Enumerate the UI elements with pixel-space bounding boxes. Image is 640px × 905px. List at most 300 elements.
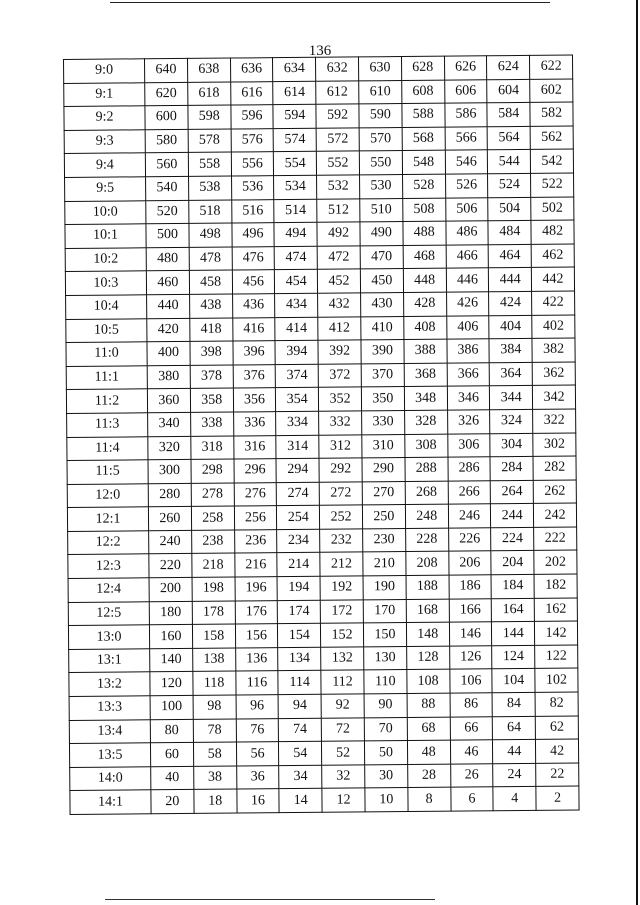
value-cell: 434 — [275, 293, 318, 317]
value-cell: 410 — [361, 316, 404, 340]
value-cell: 610 — [359, 80, 402, 104]
value-cell: 100 — [150, 695, 193, 719]
value-cell: 470 — [360, 245, 403, 269]
value-cell: 378 — [190, 365, 233, 389]
row-label-cell: 10:4 — [66, 295, 147, 319]
value-cell: 556 — [231, 152, 274, 176]
table-row — [70, 786, 579, 814]
value-cell: 214 — [277, 553, 320, 577]
value-cell: 342 — [533, 385, 576, 409]
row-label-cell: 9:1 — [64, 82, 145, 106]
value-cell: 74 — [279, 718, 322, 742]
value-cell: 332 — [319, 411, 362, 435]
value-cell: 426 — [446, 292, 489, 316]
value-cell: 282 — [533, 456, 576, 480]
value-cell: 504 — [488, 197, 531, 221]
value-cell: 164 — [492, 598, 535, 622]
value-cell: 586 — [444, 103, 487, 127]
value-cell: 206 — [448, 551, 491, 575]
value-cell: 228 — [405, 528, 448, 552]
value-cell: 508 — [403, 198, 446, 222]
value-cell: 6 — [450, 787, 493, 811]
value-cell: 384 — [489, 339, 532, 363]
row-label-cell: 9:4 — [64, 153, 145, 177]
value-cell: 430 — [361, 292, 404, 316]
value-cell: 400 — [147, 342, 190, 366]
value-cell: 258 — [191, 506, 234, 530]
value-cell: 370 — [361, 363, 404, 387]
row-label-cell: 12:5 — [68, 601, 149, 625]
value-cell: 8 — [408, 788, 451, 812]
value-cell: 266 — [448, 480, 491, 504]
value-cell: 86 — [450, 693, 493, 717]
value-cell: 494 — [274, 222, 317, 246]
value-cell: 406 — [446, 315, 489, 339]
value-cell: 90 — [364, 694, 407, 718]
value-cell: 98 — [193, 695, 236, 719]
value-cell: 80 — [150, 719, 193, 743]
value-cell: 106 — [449, 669, 492, 693]
value-cell: 24 — [493, 763, 536, 787]
value-cell: 184 — [491, 574, 534, 598]
value-cell: 376 — [233, 364, 276, 388]
value-cell: 244 — [491, 504, 534, 528]
value-cell: 238 — [191, 530, 234, 554]
value-cell: 626 — [444, 56, 487, 80]
value-cell: 248 — [405, 504, 448, 528]
value-cell: 614 — [273, 81, 316, 105]
value-cell: 256 — [234, 506, 277, 530]
value-cell: 568 — [402, 127, 445, 151]
value-cell: 488 — [403, 221, 446, 245]
value-cell: 636 — [230, 58, 273, 82]
value-cell: 328 — [404, 410, 447, 434]
row-label-cell: 11:5 — [67, 460, 148, 484]
row-label-cell: 11:3 — [67, 413, 148, 437]
value-cell: 110 — [364, 670, 407, 694]
value-cell: 82 — [535, 692, 578, 716]
row-label-cell: 10:2 — [65, 248, 146, 272]
row-label-cell: 14:1 — [70, 790, 151, 814]
value-cell: 134 — [278, 647, 321, 671]
value-cell: 146 — [449, 622, 492, 646]
value-cell: 304 — [490, 433, 533, 457]
value-cell: 194 — [277, 576, 320, 600]
value-cell: 222 — [534, 527, 577, 551]
row-label-cell: 12:3 — [68, 554, 149, 578]
value-cell: 182 — [534, 574, 577, 598]
value-cell: 398 — [190, 341, 233, 365]
value-cell: 560 — [145, 153, 188, 177]
value-cell: 584 — [487, 103, 530, 127]
row-label-cell: 13:5 — [69, 743, 150, 767]
value-cell: 552 — [317, 151, 360, 175]
value-cell: 34 — [279, 765, 322, 789]
value-cell: 352 — [319, 387, 362, 411]
value-cell: 104 — [492, 669, 535, 693]
value-cell: 514 — [274, 199, 317, 223]
value-cell: 348 — [404, 386, 447, 410]
value-cell: 14 — [279, 789, 322, 813]
row-label-cell: 12:2 — [68, 531, 149, 555]
value-cell: 408 — [404, 316, 447, 340]
value-cell: 294 — [276, 458, 319, 482]
value-cell: 336 — [233, 412, 276, 436]
value-cell: 118 — [193, 671, 236, 695]
value-cell: 310 — [362, 434, 405, 458]
value-cell: 78 — [193, 719, 236, 743]
value-cell: 202 — [534, 551, 577, 575]
value-cell: 346 — [447, 386, 490, 410]
value-cell: 22 — [536, 763, 579, 787]
value-cell: 154 — [278, 624, 321, 648]
value-cell: 56 — [236, 742, 279, 766]
value-cell: 316 — [233, 435, 276, 459]
value-cell: 224 — [491, 527, 534, 551]
value-cell: 264 — [491, 480, 534, 504]
value-cell: 532 — [317, 175, 360, 199]
value-cell: 192 — [320, 576, 363, 600]
value-cell: 558 — [188, 152, 231, 176]
value-cell: 52 — [322, 741, 365, 765]
value-cell: 512 — [317, 198, 360, 222]
value-cell: 596 — [231, 105, 274, 129]
value-cell: 66 — [450, 716, 493, 740]
value-cell: 620 — [145, 82, 188, 106]
value-cell: 598 — [188, 105, 231, 129]
value-cell: 308 — [405, 434, 448, 458]
value-cell: 358 — [190, 388, 233, 412]
value-cell: 420 — [147, 318, 190, 342]
value-cell: 344 — [490, 386, 533, 410]
value-cell: 178 — [192, 601, 235, 625]
value-cell: 148 — [406, 622, 449, 646]
value-cell: 60 — [150, 743, 193, 767]
value-cell: 624 — [487, 55, 530, 79]
value-cell: 102 — [535, 668, 578, 692]
value-cell: 188 — [406, 575, 449, 599]
value-cell: 268 — [405, 481, 448, 505]
value-cell: 484 — [488, 221, 531, 245]
value-cell: 2 — [536, 786, 579, 810]
value-cell: 594 — [273, 104, 316, 128]
value-cell: 322 — [533, 409, 576, 433]
value-cell: 356 — [233, 388, 276, 412]
value-cell: 578 — [188, 129, 231, 153]
value-cell: 606 — [444, 79, 487, 103]
row-label-cell: 10:0 — [65, 200, 146, 224]
value-cell: 612 — [316, 81, 359, 105]
value-cell: 108 — [407, 670, 450, 694]
value-cell: 68 — [407, 717, 450, 741]
value-cell: 548 — [402, 151, 445, 175]
value-cell: 40 — [151, 766, 194, 790]
scan-edge-top — [110, 2, 550, 3]
value-cell: 198 — [192, 577, 235, 601]
value-cell: 12 — [322, 788, 365, 812]
value-cell: 542 — [530, 149, 573, 173]
row-label-cell: 11:1 — [66, 365, 147, 389]
value-cell: 96 — [236, 695, 279, 719]
value-cell: 640 — [145, 58, 188, 82]
value-cell: 486 — [446, 221, 489, 245]
value-cell: 464 — [489, 244, 532, 268]
value-cell: 120 — [150, 672, 193, 696]
value-cell: 324 — [490, 409, 533, 433]
value-cell: 516 — [231, 199, 274, 223]
value-cell: 70 — [364, 717, 407, 741]
value-cell: 116 — [235, 671, 278, 695]
row-label-cell: 9:2 — [64, 106, 145, 130]
value-cell: 58 — [193, 742, 236, 766]
value-cell: 536 — [231, 176, 274, 200]
value-cell: 274 — [277, 482, 320, 506]
value-cell: 200 — [149, 577, 192, 601]
value-cell: 126 — [449, 646, 492, 670]
value-cell: 404 — [489, 315, 532, 339]
value-cell: 162 — [534, 598, 577, 622]
value-cell: 474 — [275, 246, 318, 270]
value-cell: 330 — [362, 410, 405, 434]
value-cell: 284 — [490, 457, 533, 481]
value-cell: 350 — [361, 387, 404, 411]
value-cell: 114 — [278, 671, 321, 695]
value-cell: 354 — [276, 388, 319, 412]
value-cell: 4 — [493, 787, 536, 811]
value-cell: 26 — [450, 764, 493, 788]
value-cell: 298 — [191, 459, 234, 483]
value-cell: 302 — [533, 433, 576, 457]
value-cell: 390 — [361, 340, 404, 364]
value-cell: 600 — [145, 106, 188, 130]
value-cell: 436 — [232, 294, 275, 318]
value-cell: 638 — [187, 58, 230, 82]
value-cell: 142 — [535, 621, 578, 645]
value-cell: 250 — [362, 505, 405, 529]
value-cell: 312 — [319, 434, 362, 458]
value-cell: 144 — [492, 622, 535, 646]
page-number: 136 — [308, 43, 332, 59]
value-cell: 402 — [532, 315, 575, 339]
row-label-cell: 12:4 — [68, 578, 149, 602]
value-cell: 496 — [232, 223, 275, 247]
value-cell: 220 — [149, 554, 192, 578]
value-cell: 236 — [234, 530, 277, 554]
value-cell: 18 — [194, 789, 237, 813]
value-cell: 462 — [531, 244, 574, 268]
value-cell: 456 — [232, 270, 275, 294]
value-cell: 622 — [530, 55, 573, 79]
value-cell: 396 — [233, 341, 276, 365]
value-cell: 580 — [145, 129, 188, 153]
value-cell: 520 — [146, 200, 189, 224]
value-cell: 566 — [445, 127, 488, 151]
value-cell: 260 — [148, 507, 191, 531]
value-cell: 360 — [147, 389, 190, 413]
value-cell: 158 — [192, 624, 235, 648]
value-cell: 572 — [316, 128, 359, 152]
value-cell: 564 — [487, 126, 530, 150]
value-cell: 334 — [276, 411, 319, 435]
value-cell: 152 — [321, 623, 364, 647]
row-label-cell: 9:0 — [64, 59, 145, 83]
value-cell: 136 — [235, 647, 278, 671]
value-cell: 416 — [232, 317, 275, 341]
value-cell: 528 — [402, 174, 445, 198]
value-cell: 530 — [360, 175, 403, 199]
value-cell: 168 — [406, 599, 449, 623]
value-cell: 628 — [401, 56, 444, 80]
value-cell: 280 — [148, 483, 191, 507]
value-cell: 196 — [235, 577, 278, 601]
value-cell: 38 — [193, 766, 236, 790]
value-cell: 424 — [489, 291, 532, 315]
value-cell: 476 — [232, 246, 275, 270]
value-cell: 338 — [190, 412, 233, 436]
row-label-cell: 12:1 — [67, 507, 148, 531]
value-cell: 540 — [146, 176, 189, 200]
row-label-cell: 10:5 — [66, 318, 147, 342]
value-cell: 582 — [530, 102, 573, 126]
value-cell: 30 — [365, 764, 408, 788]
value-cell: 278 — [191, 483, 234, 507]
value-cell: 412 — [318, 316, 361, 340]
value-cell: 272 — [319, 482, 362, 506]
row-label-cell: 13:4 — [69, 719, 150, 743]
value-cell: 32 — [322, 765, 365, 789]
value-cell: 526 — [445, 174, 488, 198]
value-cell: 460 — [146, 271, 189, 295]
value-cell: 440 — [147, 294, 190, 318]
value-cell: 246 — [448, 504, 491, 528]
value-cell: 262 — [533, 480, 576, 504]
value-cell: 372 — [318, 364, 361, 388]
row-label-cell: 9:5 — [65, 177, 146, 201]
row-label-cell: 11:2 — [66, 389, 147, 413]
value-cell: 326 — [447, 410, 490, 434]
value-cell: 190 — [363, 576, 406, 600]
value-cell: 418 — [190, 318, 233, 342]
value-cell: 450 — [360, 269, 403, 293]
value-cell: 156 — [235, 624, 278, 648]
value-cell: 44 — [493, 740, 536, 764]
value-cell: 550 — [359, 151, 402, 175]
value-cell: 362 — [532, 362, 575, 386]
value-cell: 380 — [147, 365, 190, 389]
value-cell: 254 — [277, 506, 320, 530]
value-cell: 216 — [234, 553, 277, 577]
value-cell: 130 — [364, 646, 407, 670]
value-cell: 364 — [490, 362, 533, 386]
value-cell: 172 — [320, 600, 363, 624]
value-cell: 618 — [188, 82, 231, 106]
value-cell: 632 — [316, 57, 359, 81]
value-cell: 276 — [234, 482, 277, 506]
value-cell: 444 — [489, 268, 532, 292]
value-cell: 208 — [406, 552, 449, 576]
value-cell: 574 — [274, 128, 317, 152]
value-cell: 482 — [531, 220, 574, 244]
value-cell: 72 — [321, 718, 364, 742]
value-cell: 538 — [188, 176, 231, 200]
value-cell: 446 — [446, 268, 489, 292]
value-cell: 128 — [406, 646, 449, 670]
value-cell: 554 — [274, 152, 317, 176]
value-cell: 576 — [231, 128, 274, 152]
value-cell: 454 — [275, 270, 318, 294]
value-cell: 212 — [320, 552, 363, 576]
value-cell: 170 — [363, 599, 406, 623]
value-cell: 64 — [493, 716, 536, 740]
value-cell: 300 — [148, 459, 191, 483]
value-cell: 160 — [149, 625, 192, 649]
value-cell: 490 — [360, 222, 403, 246]
value-cell: 288 — [405, 457, 448, 481]
value-cell: 112 — [321, 670, 364, 694]
value-cell: 140 — [150, 648, 193, 672]
value-cell: 602 — [530, 79, 573, 103]
value-cell: 270 — [362, 481, 405, 505]
value-cell: 318 — [191, 436, 234, 460]
value-cell: 422 — [532, 291, 575, 315]
value-cell: 592 — [316, 104, 359, 128]
value-cell: 382 — [532, 338, 575, 362]
value-cell: 472 — [317, 246, 360, 270]
value-cell: 48 — [407, 740, 450, 764]
value-cell: 320 — [148, 436, 191, 460]
value-cell: 232 — [320, 529, 363, 553]
value-cell: 242 — [534, 503, 577, 527]
value-cell: 28 — [407, 764, 450, 788]
value-cell: 386 — [447, 339, 490, 363]
score-table-container — [63, 55, 580, 815]
row-label-cell: 12:0 — [67, 483, 148, 507]
value-cell: 506 — [445, 197, 488, 221]
value-cell: 452 — [318, 269, 361, 293]
value-cell: 498 — [189, 223, 232, 247]
row-label-cell: 10:3 — [65, 271, 146, 295]
row-label-cell: 10:1 — [65, 224, 146, 248]
value-cell: 366 — [447, 363, 490, 387]
value-cell: 492 — [317, 222, 360, 246]
value-cell: 616 — [230, 81, 273, 105]
value-cell: 634 — [273, 57, 316, 81]
row-label-cell: 14:0 — [70, 767, 151, 791]
value-cell: 466 — [446, 245, 489, 269]
value-cell: 314 — [276, 435, 319, 459]
value-cell: 546 — [445, 150, 488, 174]
value-cell: 174 — [278, 600, 321, 624]
value-cell: 394 — [275, 340, 318, 364]
value-cell: 92 — [321, 694, 364, 718]
row-label-cell: 11:4 — [67, 436, 148, 460]
value-cell: 240 — [149, 530, 192, 554]
value-cell: 604 — [487, 79, 530, 103]
value-cell: 50 — [364, 741, 407, 765]
value-cell: 392 — [318, 340, 361, 364]
row-label-cell: 13:1 — [69, 649, 150, 673]
scan-edge-right — [636, 0, 638, 905]
value-cell: 570 — [359, 127, 402, 151]
value-cell: 210 — [363, 552, 406, 576]
value-cell: 180 — [149, 601, 192, 625]
value-cell: 478 — [189, 247, 232, 271]
value-cell: 432 — [318, 293, 361, 317]
row-label-cell: 11:0 — [66, 342, 147, 366]
value-cell: 42 — [536, 739, 579, 763]
value-cell: 442 — [532, 267, 575, 291]
value-cell: 428 — [403, 292, 446, 316]
